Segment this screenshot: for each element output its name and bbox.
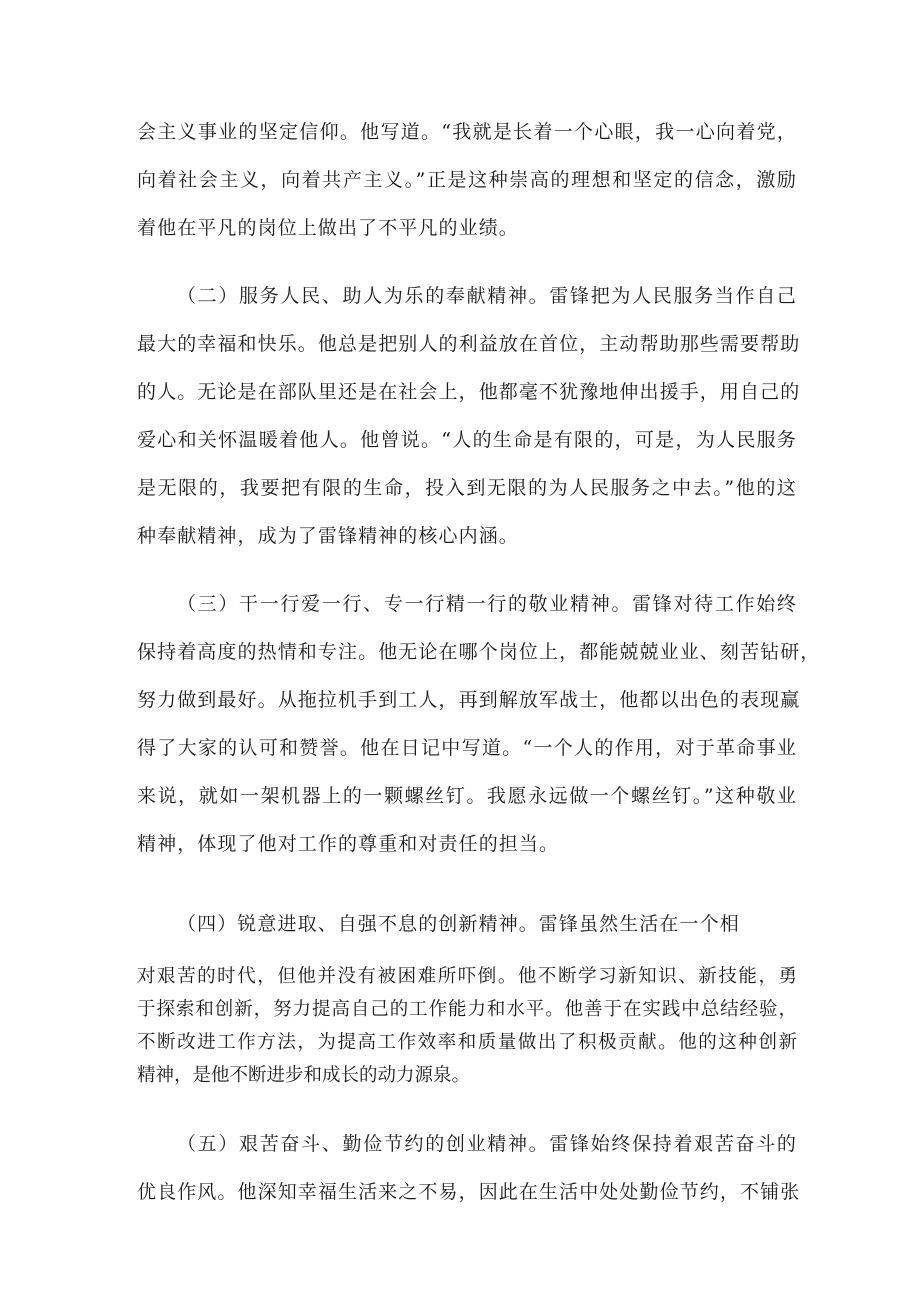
paragraph-3-line-6: 精神，体现了他对工作的尊重和对责任的担当。 (137, 833, 560, 855)
paragraph-3-line-5: 来说，就如一架机器上的一颗螺丝钉。我愿永远做一个螺丝钉。”这种敬业 (137, 785, 797, 807)
paragraph-3-line-1: （三）干一行爱一行、专一行精一行的敬业精神。雷锋对待工作始终 (177, 593, 797, 615)
paragraph-2-line-6: 种奉献精神，成为了雷锋精神的核心内涵。 (137, 525, 519, 547)
paragraph-2-line-2: 最大的幸福和快乐。他总是把别人的利益放在首位，主动帮助那些需要帮助 (137, 333, 801, 355)
paragraph-4-line-4: 不断改进工作方法，为提高工作效率和质量做出了积极贡献。他的这种创新 (137, 1032, 797, 1053)
paragraph-2-line-4: 爱心和关怀温暖着他人。他曾说。“人的生命是有限的，可是，为人民服务 (137, 429, 797, 451)
paragraph-5-line-2: 优良作风。他深知幸福生活来之不易，因此在生活中处处勤俭节约，不铺张 (137, 1181, 801, 1203)
paragraph-5-line-1: （五）艰苦奋斗、勤俭节约的创业精神。雷锋始终保持着艰苦奋斗的 (177, 1133, 797, 1155)
paragraph-4-line-1: （四）锐意进取、自强不息的创新精神。雷锋虽然生活在一个相 (177, 913, 740, 935)
paragraph-4-line-3: 于探索和创新，努力提高自己的工作能力和水平。他善于在实践中总结经验， (137, 999, 797, 1020)
paragraph-2-line-5: 是无限的，我要把有限的生命，投入到无限的为人民服务之中去。”他的这 (137, 477, 797, 499)
paragraph-2-line-3: 的人。无论是在部队里还是在社会上，他都毫不犹豫地伸出援手，用自己的 (137, 381, 801, 403)
paragraph-4-line-2: 对艰苦的时代，但他并没有被困难所吓倒。他不断学习新知识、新技能，勇 (137, 966, 797, 987)
paragraph-3-line-3: 努力做到最好。从拖拉机手到工人，再到解放军战士，他都以出色的表现赢 (137, 689, 801, 711)
paragraph-3-line-2: 保持着高度的热情和专注。他无论在哪个岗位上，都能兢兢业业、刻苦钻研， (137, 641, 821, 663)
paragraph-4-line-5: 精神，是他不断进步和成长的动力源泉。 (137, 1065, 471, 1086)
paragraph-1-line-2: 向着社会主义，向着共产主义。”正是这种崇高的理想和坚定的信念，激励 (137, 169, 797, 191)
paragraph-2-line-1: （二）服务人民、助人为乐的奉献精神。雷锋把为人民服务当作自己 (177, 285, 797, 307)
paragraph-1-line-1: 会主义事业的坚定信仰。他写道。“我就是长着一个心眼，我一心向着党， (137, 121, 797, 143)
paragraph-1-line-3: 着他在平凡的岗位上做出了不平凡的业绩。 (137, 217, 519, 239)
paragraph-3-line-4: 得了大家的认可和赞誉。他在日记中写道。“一个人的作用，对于革命事业 (137, 737, 797, 759)
